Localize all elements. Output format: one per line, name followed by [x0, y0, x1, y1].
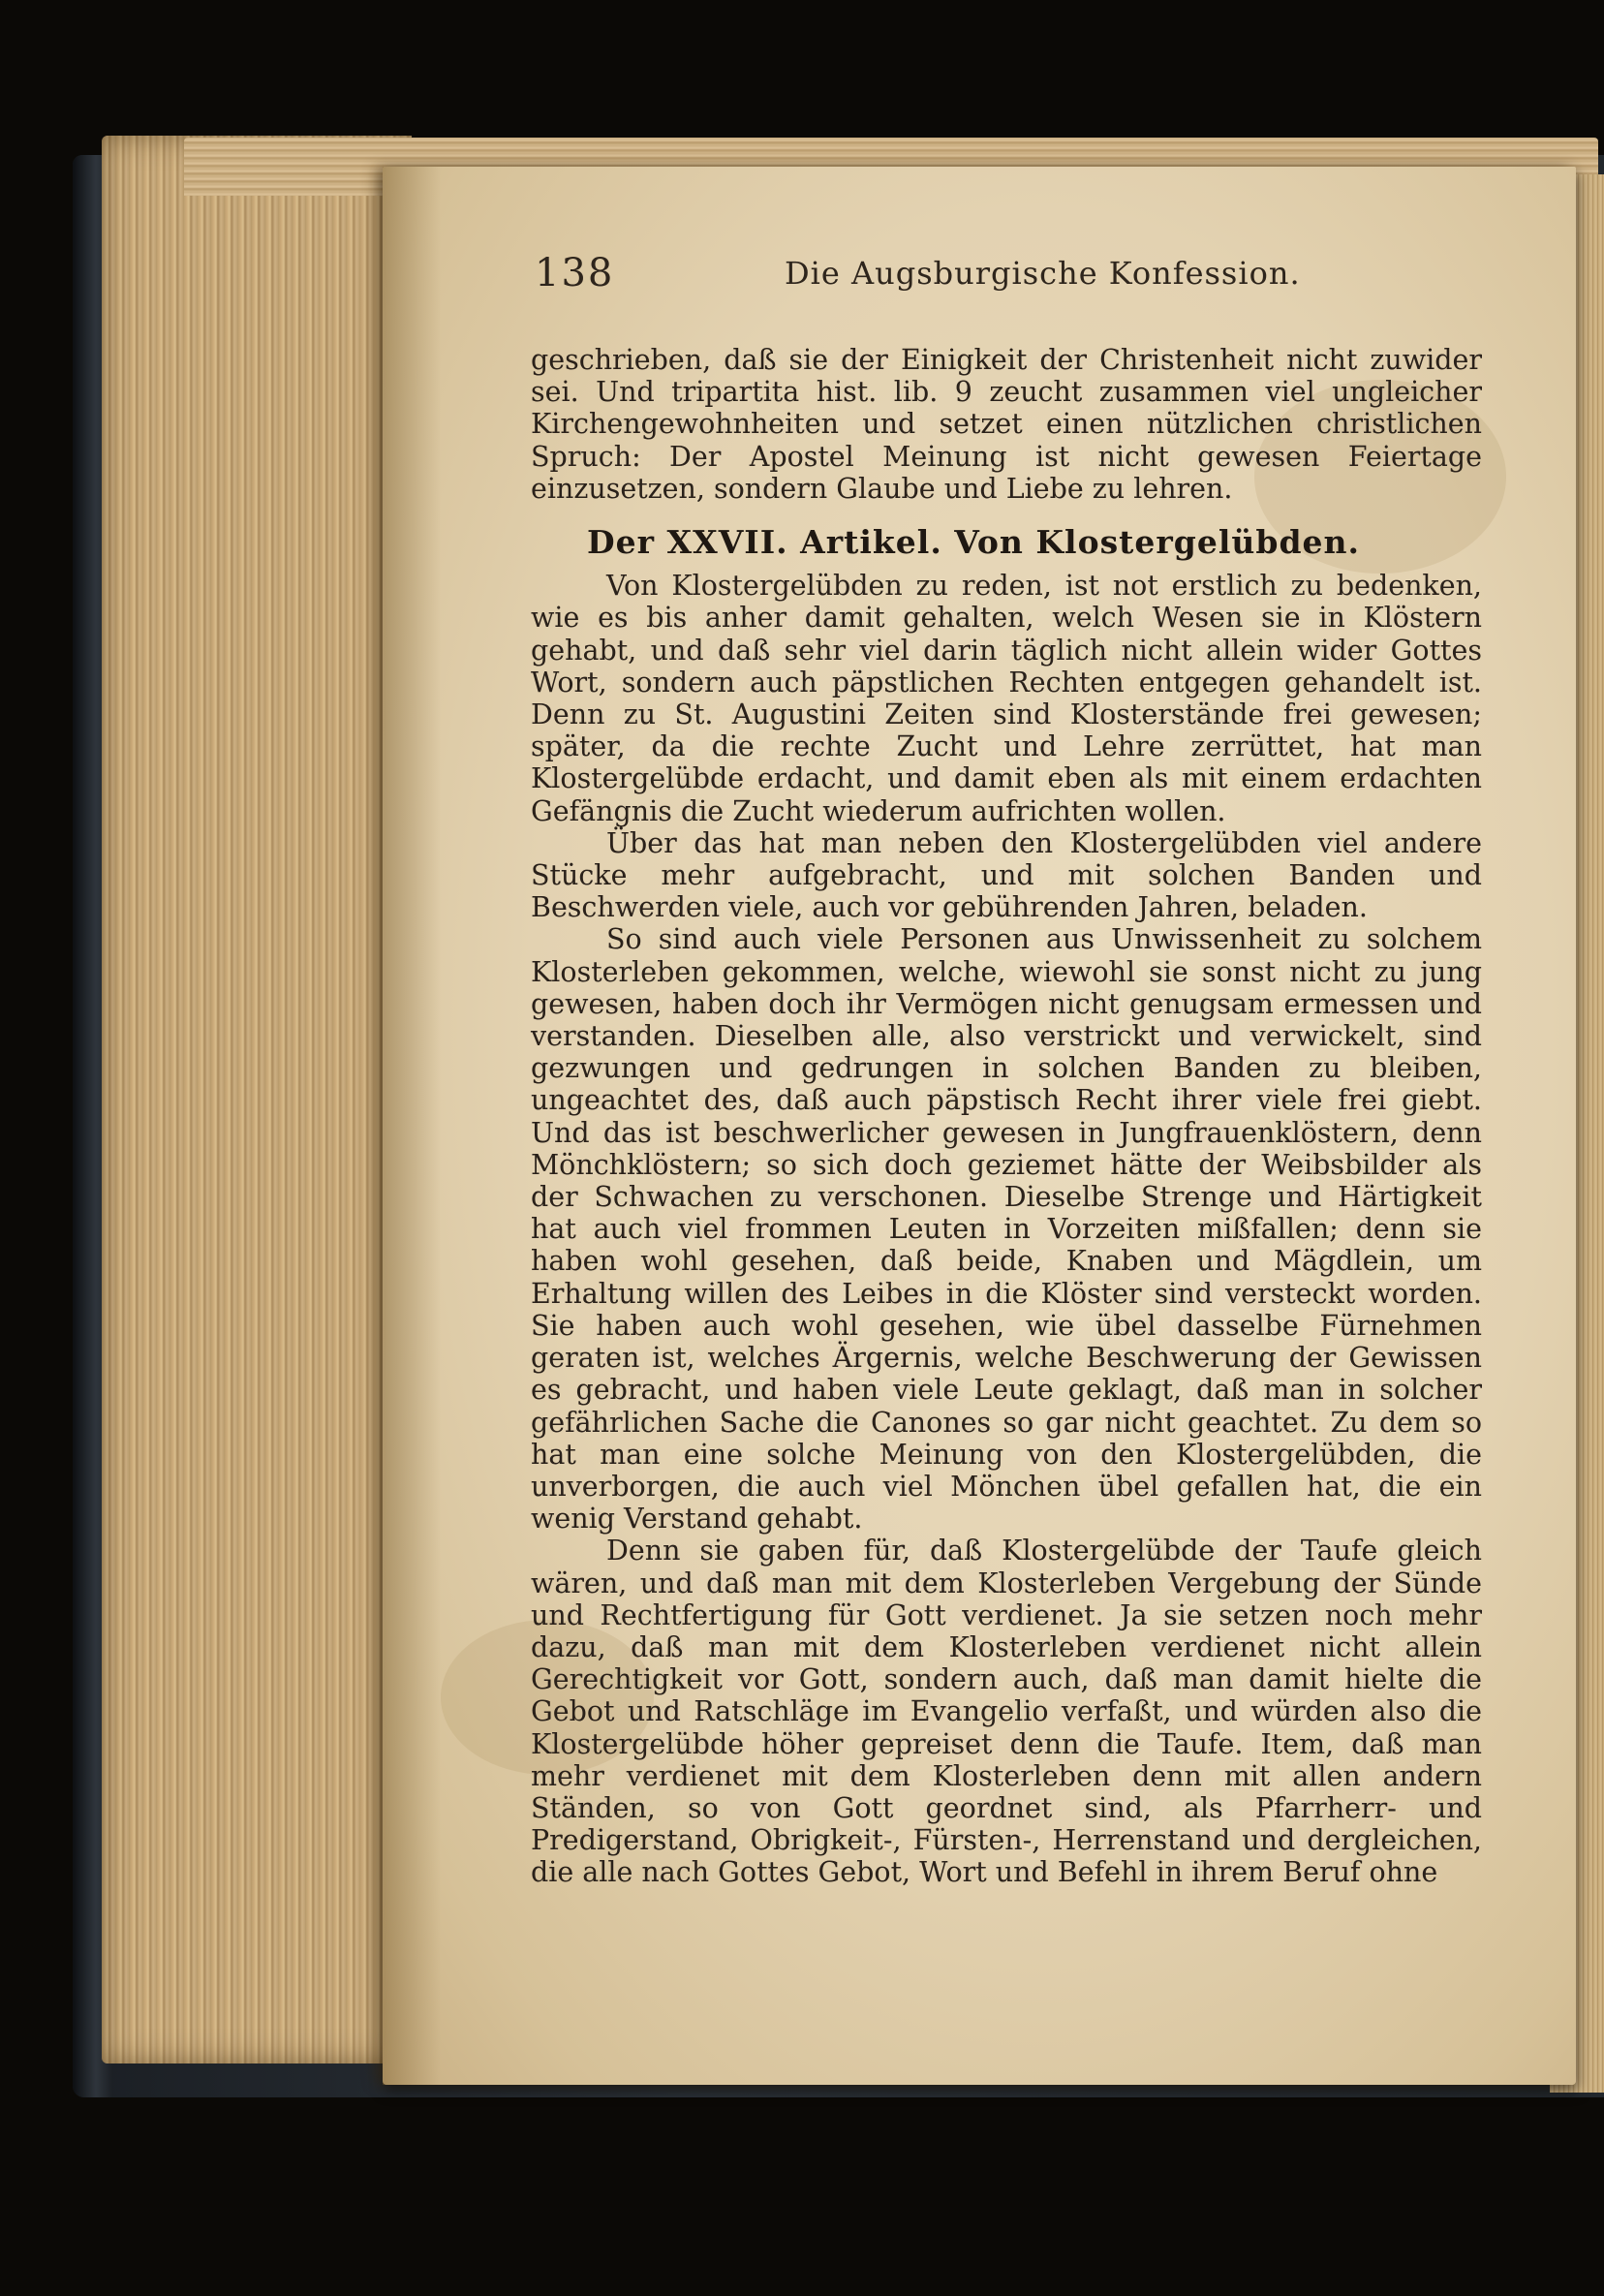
page-header: [531, 247, 1482, 315]
page-gutter-shadow: [383, 167, 441, 2085]
running-title: Die Augsburgische Konfession.: [785, 255, 1301, 292]
article-heading: Der XXVII. Artikel. Von Klostergelübden.: [587, 523, 1361, 562]
article-paragraph: Denn sie gaben für, daß Klostergelübde der Taufe gleich wären, und daß man mit dem Klosterleben Vergebung der Sünde und Rechtfertigung für Gott verdienet. Ja sie setzen noch mehr dazu, daß man mit dem Klosterleben verdienet nicht allein Gerechtigkeit vor Gott, sondern auch, daß man damit hielte die Gebot und Ratschläge im Evangelio verfaßt, und würden also die Klostergelübde höher gepreiset denn die Taufe. Item, daß man mehr verdienet mit dem Klosterleben denn mit allen andern Ständen, so von Gott geordnet sind, als Pfarrherr- und Predigerstand, Obrigkeit-, Fürsten-, Herrenstand und dergleichen, die alle nach Gottes Gebot, Wort und Befehl in ihrem Beruf ohne: [531, 1535, 1482, 1889]
page-block-left: [102, 136, 412, 2063]
paragraph-continuation: geschrieben, daß sie der Einigkeit der Christenheit nicht zuwider sei. Und tripartita hist. lib. 9 zeucht zusammen viel ungleicher Kirchengewohnheiten und setzet einen nützlichen christlichen Spruch: Der Apostel Meinung ist nicht gewesen Feiertage einzusetzen, sondern Glaube und Liebe zu lehren.: [531, 344, 1482, 505]
article-paragraph: So sind auch viele Personen aus Unwissenheit zu solchem Klosterleben gekommen, welche, wiewohl sie sonst nicht zu jung gewesen, haben doch ihr Vermögen nicht genugsam ermessen und verstanden. Dieselben alle, also verstrickt und verwickelt, sind gezwungen und gedrungen in solchen Banden zu bleiben, ungeachtet des, daß auch päpstisch Recht ihrer viele frei giebt. Und das ist beschwerlicher gewesen in Jungfrauenklöstern, denn Mönchklöstern; so sich doch geziemet hätte der Weibsbilder als der Schwachen zu verschonen. Dieselbe Strenge und Härtigkeit hat auch viel frommen Leuten in Vorzeiten mißfallen; denn sie haben wohl gesehen, daß beide, Knaben und Mägdlein, um Erhaltung willen des Leibes in die Klöster sind versteckt worden. Sie haben auch wohl gesehen, wie übel dasselbe Fürnehmen geraten ist, welches Ärgernis, welche Beschwerung der Gewissen es gebracht, und haben viele Leute geklagt, daß man in solcher gefährlichen Sache die Canones so gar nicht geachtet. Zu dem so hat man eine solche Meinung von den Klostergelübden, die unverborgen, die auch viel Mönchen übel gefallen hat, die ein wenig Verstand gehabt.: [531, 923, 1482, 1536]
article-paragraph: Über das hat man neben den Klostergelübden viel andere Stücke mehr aufgebracht, und mit solchen Banden und Beschwerden viele, auch vor gebührenden Jahren, beladen.: [531, 826, 1482, 924]
body-text: [531, 344, 1482, 1889]
page-text-block: [531, 247, 1482, 1889]
article-paragraph: Von Klostergelübden zu reden, ist not erstlich zu bedenken, wie es bis anher damit gehalten, welch Wesen sie in Klöstern gehabt, und daß sehr viel darin täglich nicht allein wider Gottes Wort, sondern auch päpstlichen Rechten entgegen gehandelt ist. Denn zu St. Augustini Zeiten sind Klosterstände frei gewesen; später, da die rechte Zucht und Lehre zerrüttet, hat man Klostergelübde erdacht, und damit eben als mit einem erdachten Gefängnis die Zucht wiederum aufrichten wollen.: [531, 570, 1482, 827]
page-number: 138: [535, 251, 615, 295]
